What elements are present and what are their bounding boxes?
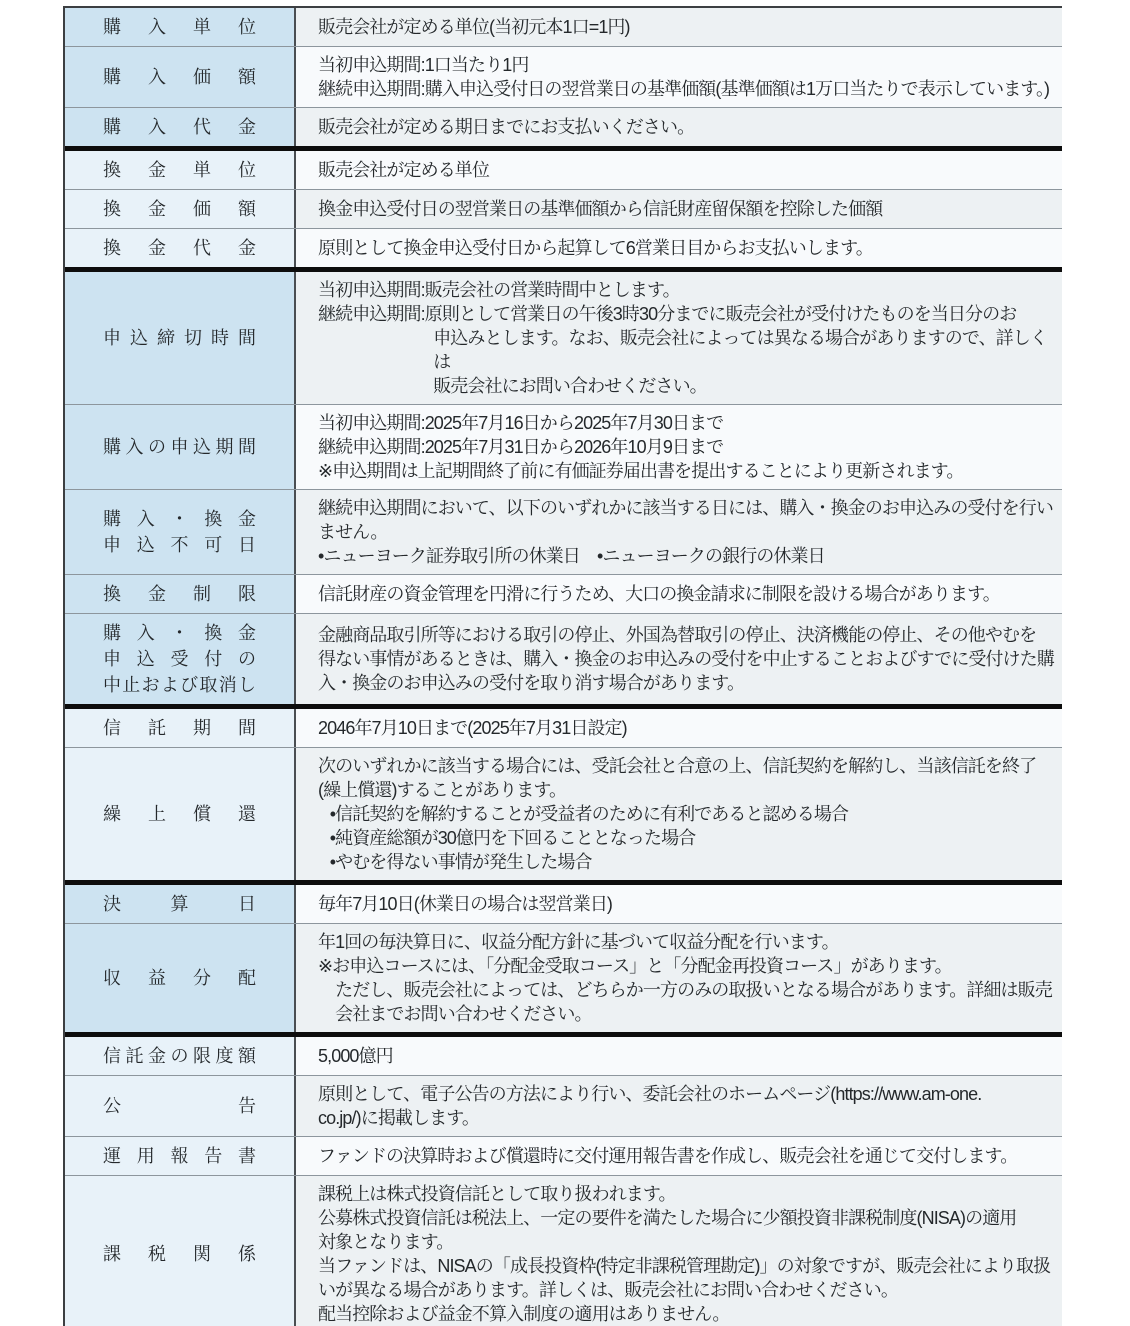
row-content-text: •純資産総額が30億円を下回ることとなった場合 bbox=[329, 828, 696, 848]
row-label-text: 換金価額 bbox=[103, 199, 256, 219]
row-label-text: 換金制限 bbox=[103, 584, 256, 604]
row-content-text: ※申込期間は上記期間終了前に有価証券届出書を提出することにより更新されます。 bbox=[318, 461, 964, 481]
row-content-text: •ニューヨーク証券取引所の休業日 •ニューヨークの銀行の休業日 bbox=[318, 546, 825, 566]
row-content-text: 継続申込期間:購入申込受付日の翌営業日の基準価額(基準価額は1万口当たりで表示しています。) bbox=[318, 79, 1050, 99]
row-group bbox=[65, 272, 1062, 709]
row-label-cell bbox=[65, 405, 296, 489]
row-label-text: 申込締切時間 bbox=[103, 328, 256, 348]
row-group bbox=[65, 1037, 1062, 1326]
row-content-cell bbox=[296, 151, 1062, 189]
row-content-cell bbox=[296, 614, 1062, 704]
row-content-text: 販売会社が定める期日までにお支払いください。 bbox=[318, 117, 695, 137]
row-content-cell bbox=[296, 272, 1062, 404]
row-content-text: 毎年7月10日(休業日の場合は翌営業日) bbox=[318, 894, 613, 914]
fund-terms-table bbox=[63, 6, 1062, 1326]
row-label-cell bbox=[65, 1137, 296, 1175]
row-content-cell bbox=[296, 1076, 1062, 1136]
row-group bbox=[65, 885, 1062, 1037]
row-label-text: 収益分配 bbox=[103, 968, 256, 988]
table-row bbox=[65, 709, 1062, 747]
table-row bbox=[65, 1136, 1062, 1175]
table-row bbox=[65, 107, 1062, 146]
row-content-text: 原則として換金申込受付日から起算して6営業日目からお支払いします。 bbox=[318, 238, 873, 258]
row-label-cell bbox=[65, 8, 296, 46]
row-content-text: co.jp/)に掲載します。 bbox=[318, 1108, 479, 1128]
row-content-cell bbox=[296, 1037, 1062, 1075]
table-row bbox=[65, 151, 1062, 189]
row-content-cell bbox=[296, 47, 1062, 107]
table-row bbox=[65, 189, 1062, 228]
row-content-text: 当ファンドは、NISAの「成長投資枠(特定非課税管理勘定)」の対象ですが、販売会社により取扱 bbox=[318, 1256, 1051, 1276]
row-content-text: 信託財産の資金管理を円滑に行うため、大口の換金請求に制限を設ける場合があります。 bbox=[318, 584, 1000, 604]
row-content-text: ファンドの決算時および償還時に交付運用報告書を作成し、販売会社を通じて交付します。 bbox=[318, 1146, 1018, 1166]
table-row bbox=[65, 613, 1062, 704]
table-row bbox=[65, 747, 1062, 880]
row-label-cell bbox=[65, 272, 296, 404]
row-group bbox=[65, 151, 1062, 272]
row-content-cell bbox=[296, 748, 1062, 880]
row-label-cell bbox=[65, 190, 296, 228]
row-label-cell bbox=[65, 885, 296, 923]
row-label-text: 運用報告書 bbox=[103, 1146, 256, 1166]
row-content-text: 得ない事情があるときは、購入・換金のお申込みの受付を中止することおよびすでに受付けた購 bbox=[318, 649, 1054, 669]
row-content-text: •信託契約を解約することが受益者のために有利であると認める場合 bbox=[329, 804, 849, 824]
row-label-text: 公告 bbox=[103, 1096, 256, 1116]
table-row bbox=[65, 272, 1062, 404]
row-content-cell bbox=[296, 8, 1062, 46]
row-content-text: 年1回の毎決算日に、収益分配方針に基づいて収益分配を行います。 bbox=[318, 932, 839, 952]
row-content-text: 継続申込期間:2025年7月31日から2026年10月9日まで bbox=[318, 437, 724, 457]
table-row bbox=[65, 228, 1062, 267]
row-content-text: 配当控除および益金不算入制度の適用はありません。 bbox=[318, 1304, 730, 1324]
row-label-cell bbox=[65, 229, 296, 267]
row-content-cell bbox=[296, 405, 1062, 489]
row-content-text: 2046年7月10日まで(2025年7月31日設定) bbox=[318, 718, 627, 738]
row-content-text: 会社までお問い合わせください。 bbox=[335, 1004, 592, 1024]
row-content-text: 入・換金のお申込みの受付を取り消す場合があります。 bbox=[318, 673, 745, 693]
row-content-cell bbox=[296, 1176, 1062, 1326]
row-content-text: 販売会社が定める単位 bbox=[318, 160, 489, 180]
row-label-cell bbox=[65, 1076, 296, 1136]
row-label-cell bbox=[65, 614, 296, 704]
row-content-text: 換金申込受付日の翌営業日の基準価額から信託財産留保額を控除した価額 bbox=[318, 199, 883, 219]
row-label-cell bbox=[65, 1176, 296, 1326]
row-label-text: 購入価額 bbox=[103, 67, 256, 87]
table-row bbox=[65, 574, 1062, 613]
row-label-text: 換金単位 bbox=[103, 160, 256, 180]
row-content-cell bbox=[296, 709, 1062, 747]
row-label-text: 購入単位 bbox=[103, 17, 256, 37]
row-content-text: 当初申込期間:2025年7月16日から2025年7月30日まで bbox=[318, 413, 724, 433]
row-content-text: ただし、販売会社によっては、どちらか一方のみの取扱いとなる場合があります。詳細は販売 bbox=[335, 980, 1052, 1000]
row-content-text: 課税上は株式投資信託として取り扱われます。 bbox=[318, 1184, 676, 1204]
row-label-text: 申込受付の bbox=[103, 649, 256, 669]
row-label-cell bbox=[65, 47, 296, 107]
row-content-text: 原則として、電子公告の方法により行い、委託会社のホームページ(https://www.am-one. bbox=[318, 1084, 982, 1104]
table-row bbox=[65, 489, 1062, 574]
row-content-cell bbox=[296, 190, 1062, 228]
row-group bbox=[65, 709, 1062, 885]
row-label-text: 決算日 bbox=[103, 894, 256, 914]
row-content-text: いが異なる場合があります。詳しくは、販売会社にお問い合わせください。 bbox=[318, 1280, 898, 1300]
row-label-text: 購入代金 bbox=[103, 117, 256, 137]
row-content-text: 販売会社が定める単位(当初元本1口=1円) bbox=[318, 17, 630, 37]
row-content-cell bbox=[296, 885, 1062, 923]
row-group bbox=[65, 8, 1062, 151]
row-content-text: •やむを得ない事情が発生した場合 bbox=[329, 852, 592, 872]
row-content-text: ません。 bbox=[318, 522, 388, 542]
row-content-cell bbox=[296, 924, 1062, 1032]
row-content-text: 当初申込期間:販売会社の営業時間中とします。 bbox=[318, 280, 680, 300]
row-content-text: 対象となります。 bbox=[318, 1232, 454, 1252]
table-row bbox=[65, 885, 1062, 923]
table-row bbox=[65, 1175, 1062, 1326]
row-label-cell bbox=[65, 575, 296, 613]
row-content-cell bbox=[296, 108, 1062, 146]
row-content-cell bbox=[296, 575, 1062, 613]
row-content-cell bbox=[296, 490, 1062, 574]
row-label-cell bbox=[65, 1037, 296, 1075]
table-row bbox=[65, 8, 1062, 46]
row-label-cell bbox=[65, 151, 296, 189]
row-content-text: 販売会社にお問い合わせください。 bbox=[433, 376, 707, 396]
row-label-cell bbox=[65, 108, 296, 146]
row-label-text: 繰上償還 bbox=[103, 804, 256, 824]
row-content-text: 当初申込期間:1口当たり1円 bbox=[318, 55, 529, 75]
row-content-text: 公募株式投資信託は税法上、一定の要件を満たした場合に少額投資非課税制度(NISA)の適用 bbox=[318, 1208, 1017, 1228]
row-label-cell bbox=[65, 490, 296, 574]
table-row bbox=[65, 1037, 1062, 1075]
row-content-text: 金融商品取引所等における取引の停止、外国為替取引の停止、決済機能の停止、その他やむを bbox=[318, 625, 1037, 645]
row-label-text: 信託金の限度額 bbox=[103, 1046, 256, 1066]
row-content-text: ※お申込コースには、「分配金受取コース」と「分配金再投資コース」があります。 bbox=[318, 956, 952, 976]
row-label-text: 信託期間 bbox=[103, 718, 256, 738]
table-row bbox=[65, 404, 1062, 489]
table-row bbox=[65, 923, 1062, 1032]
row-content-text: 申込みとします。なお、販売会社によっては異なる場合がありますので、詳しくは bbox=[433, 328, 1047, 372]
row-content-text: 次のいずれかに該当する場合には、受託会社と合意の上、信託契約を解約し、当該信託を終了 bbox=[318, 756, 1037, 776]
row-label-text: 購入・換金 bbox=[103, 623, 256, 643]
row-content-text: 継続申込期間:原則として営業日の午後3時30分までに販売会社が受付けたものを当日分のお bbox=[318, 304, 1017, 324]
row-label-text: 中止および取消し bbox=[103, 675, 256, 695]
row-label-text: 申込不可日 bbox=[103, 535, 256, 555]
row-content-cell bbox=[296, 1137, 1062, 1175]
row-content-text: 継続申込期間において、以下のいずれかに該当する日には、購入・換金のお申込みの受付を行い bbox=[318, 498, 1053, 518]
row-content-text: 5,000億円 bbox=[318, 1046, 393, 1066]
row-label-text: 購入・換金 bbox=[103, 509, 256, 529]
table-row bbox=[65, 46, 1062, 107]
table-row bbox=[65, 1075, 1062, 1136]
row-label-cell bbox=[65, 924, 296, 1032]
row-label-cell bbox=[65, 748, 296, 880]
row-content-cell bbox=[296, 229, 1062, 267]
row-label-text: 購入の申込期間 bbox=[103, 437, 256, 457]
row-label-cell bbox=[65, 709, 296, 747]
row-label-text: 課税関係 bbox=[103, 1244, 256, 1264]
row-label-text: 換金代金 bbox=[103, 238, 256, 258]
row-content-text: (繰上償還)することがあります。 bbox=[318, 780, 567, 800]
